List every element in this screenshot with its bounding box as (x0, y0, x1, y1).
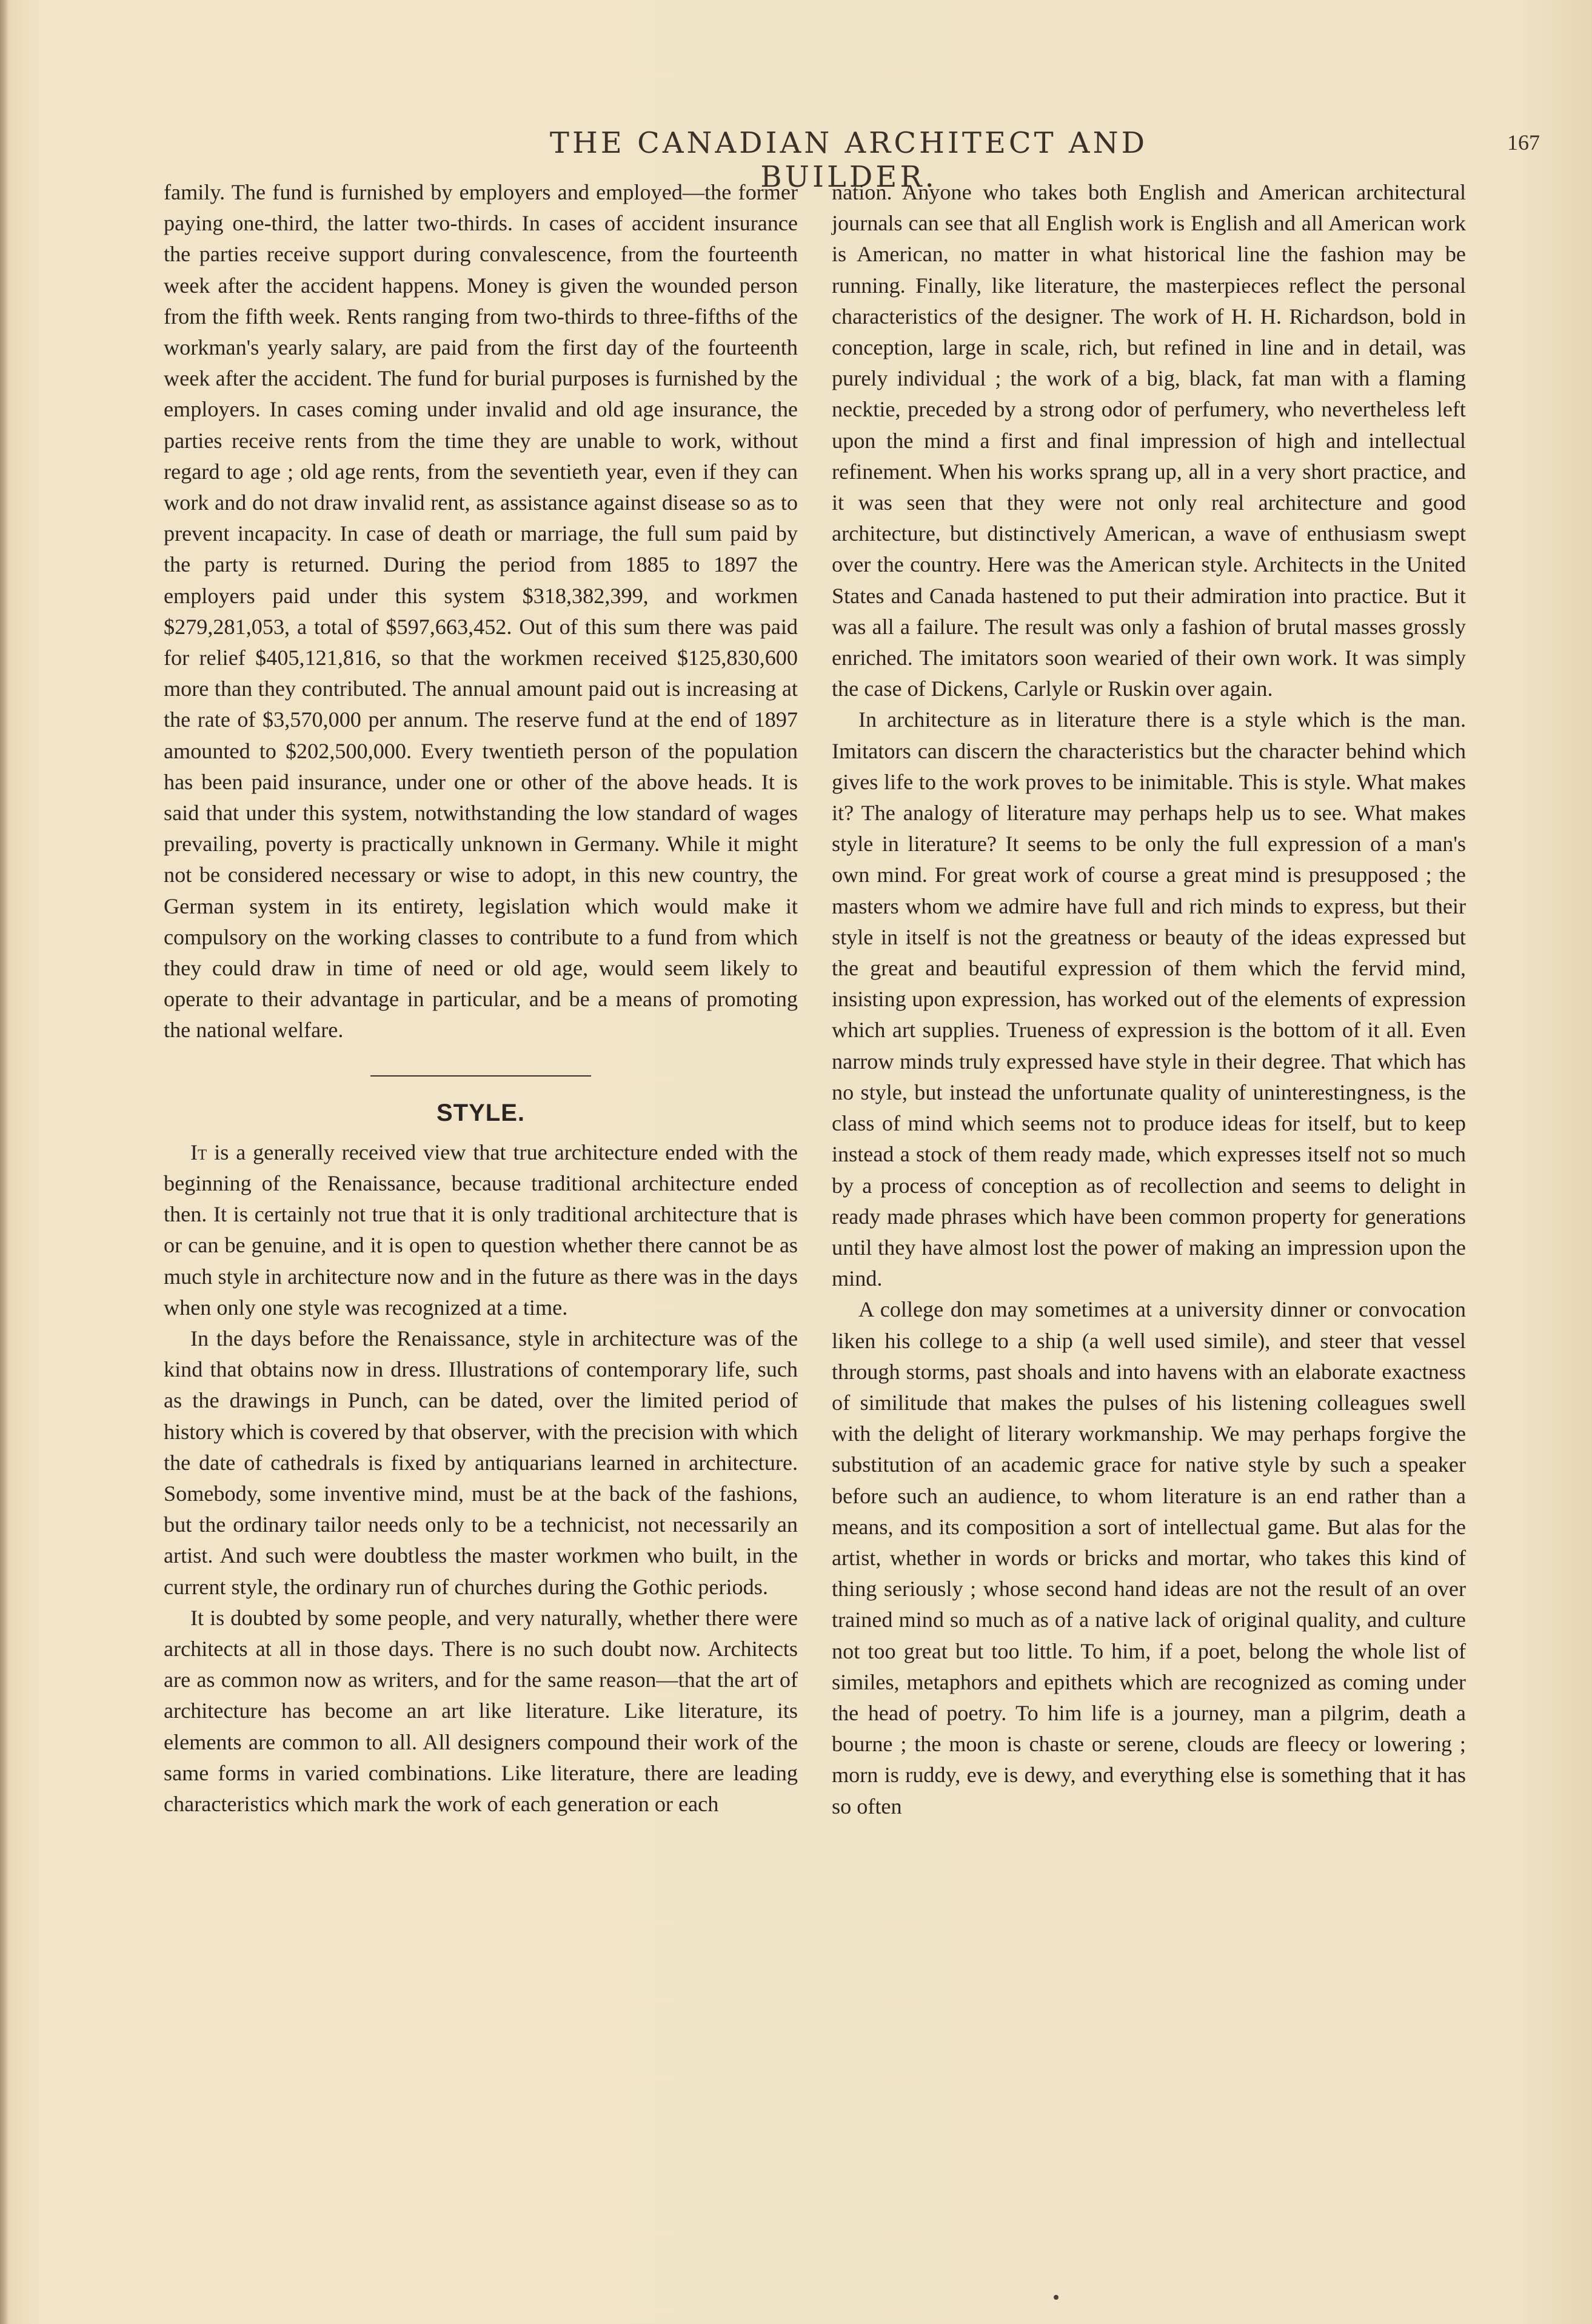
running-title: THE CANADIAN ARCHITECT AND BUILDER. (549, 126, 1148, 194)
printer-dot (1054, 2295, 1059, 2300)
page-header (158, 126, 1540, 194)
drop-word: It (190, 1140, 207, 1164)
body-paragraph: A college don may sometimes at a university dinner or convocation liken his college to a ship (a well used simile), and steer that vessel through storms, past shoals and into havens with an elaborate exactness of similitude that makes the pulses of his listening colleagues swell with the delight of literary workmanship. We may perhaps forgive the substitution of an academic grace for native style by such a speaker before such an audience, to whom literature is an end rather than a means, and its composition a sort of intellectual game. But alas for the artist, whether in words or bricks and mortar, who takes this kind of thing seriously ; whose second hand ideas are not the result of an over trained mind so much as of a native lack of original quality, and culture not too great but too little. To him, if a poet, belong the whole list of similes, metaphors and epithets which are recognized as coming under the head of poetry. To him life is a journey, man a pilgrim, death a bourne ; the moon is chaste or serene, clouds are fleecy or lowering ; morn is ruddy, eve is dewy, and everything else is something that it has so often (832, 1297, 1466, 1818)
binding-edge-shadow (0, 0, 8, 2324)
continued-paragraph: nation. Anyone who takes both English and American architectural journals can see that all English work is English and all American work is American, no matter in what historical line the fashion may be running. Finally, like literature, the masterpieces reflect the personal characteristics of the designer. The work of H. H. Richardson, bold in conception, large in scale, rich, but refined in line and in detail, was purely individual ; the work of a big, black, fat man with a flaming necktie, preceded by a strong odor of perfumery, who nevertheless left upon the mind a first and final impression of high and intellectual refinement. When his works sprang up, all in a very short practice, and it was seen that they were not only real architecture and good architecture, but distinctively American, a wave of enthusiasm swept over the country. Here was the American style. Architects in the United States and Canada hastened to put their admiration into practice. But it was all a failure. The result was only a fashion of brutal masses grossly enriched. The imitators soon wearied of their own work. It was simply the case of Dickens, Carlyle or Ruskin over again. (832, 180, 1466, 701)
left-column (164, 177, 798, 1820)
page-number: 167 (1507, 130, 1540, 155)
section-heading: STYLE. (436, 1099, 526, 1126)
body-paragraph: It is doubted by some people, and very naturally, whether there were architects at all in those days. There is no such doubt now. Architects are as common now as writers, and for the same reason—that the art of architecture has become an art like literature. Like literature, its elements are common to all. All designers compound their work of the same forms in varied combinations. Like literature, there are leading characteristics which mark the work of each generation or each (164, 1605, 798, 1816)
body-paragraph (164, 1137, 798, 1323)
right-column (832, 177, 1466, 1822)
body-paragraph: In the days before the Renaissance, style in architecture was of the kind that obtains now in dress. Illustrations of contemporary life, such as the drawings in Punch, can be dated, over the limited period of history which is covered by that observer, with the precision with which the date of cathedrals is fixed by antiquarians learned in architecture. Somebody, some inventive mind, must be at the back of the fashions, but the ordinary tailor needs only to be a technicist, not necessarily an artist. And such were doubtless the master workmen who built, in the current style, the ordinary run of churches during the Gothic periods. (164, 1326, 798, 1599)
body-paragraph: In architecture as in literature there is a style which is the man. Imitators can discern the characteristics but the character behind which gives life to the work proves to be inimitable. This is style. What makes it? The analogy of literature may perhaps help us to see. What makes style in literature? It seems to be only the full expression of a man's own mind. For great work of course a great mind is presupposed ; the masters whom we admire have full and rich minds to express, but their style in itself is not the greatness or beauty of the ideas expressed but the great and beautiful expression of them which the fervid mind, insisting upon expression, has worked out of the elements of expression which art supplies. Trueness of expression is the bottom of it all. Even narrow minds truly expressed have style in their degree. That which has no style, but instead the unfortunate quality of uninterestingness, is the class of mind which seems not to produce ideas for itself, but to keep instead a stock of them ready made, which expresses itself not so much by a process of conception as of recollection and seems to delight in ready made phrases which have been common property for generations until they have almost lost the power of making an impression upon the mind. (832, 707, 1466, 1291)
continued-paragraph: family. The fund is furnished by employers and employed—the former paying one-third, the latter two-thirds. In cases of accident insurance the parties receive support during convalescence, from the fourteenth week after the accident happens. Money is given the wounded person from the fifth week. Rents ranging from two-thirds to three-fifths of the workman's yearly salary, are paid from the first day of the fourteenth week after the accident. The fund for burial purposes is furnished by the employers. In cases coming under invalid and old age insurance, the parties receive rents from the time they are unable to work, without regard to age ; old age rents, from the seventieth year, even if they can work and do not draw invalid rent, as assistance against disease so as to prevent incapacity. In case of death or marriage, the full sum paid by the party is returned. During the period from 1885 to 1897 the employers paid under this system $318,382,399, and workmen $279,281,053, a total of $597,663,452. Out of this sum there was paid for relief $405,121,816, so that the workmen received $125,830,600 more than they contributed. The annual amount paid out is increasing at the rate of $3,570,000 per annum. The reserve fund at the end of 1897 amounted to $202,500,000. Every twentieth person of the population has been paid insurance, under one or other of the above heads. It is said that under this system, notwithstanding the low standard of wages prevailing, poverty is practically unknown in Germany. While it might not be considered necessary or wise to adopt, in this new country, the German system in its entirety, legislation which would make it compulsory on the working classes to contribute to a fund from which they could draw in time of need or old age, would seem likely to operate to their advantage in particular, and be a means of promoting the national welfare. (164, 180, 798, 1043)
section-divider (370, 1075, 591, 1077)
paragraph-text: is a generally received view that true architecture ended with the beginning of the Renaissance, because traditional architecture ended then. It is certainly not true that it is only traditional architecture that is or can be genuine, and it is open to question whether there cannot be as much style in architecture now and in the future as there was in the days when only one style was recognized at a time. (164, 1140, 798, 1320)
